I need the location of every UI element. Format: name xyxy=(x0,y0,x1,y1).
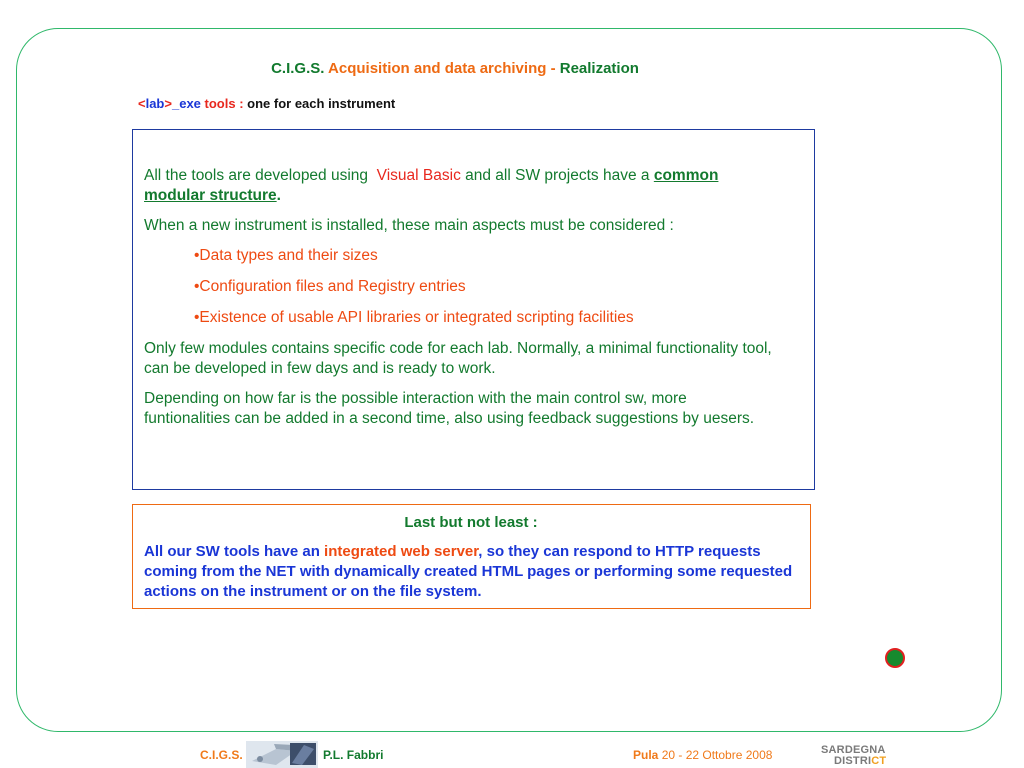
footer-instrument-image xyxy=(246,741,318,768)
p1-common-modular-structure: common modular structure xyxy=(144,167,719,204)
footer-date xyxy=(633,748,772,762)
slide-subtitle xyxy=(138,96,395,111)
sardegna-district-logo xyxy=(818,744,896,768)
footer-date-text: 20 - 22 Ottobre 2008 xyxy=(661,748,773,762)
subtitle-exe: _exe xyxy=(171,96,201,111)
p1-text-a: All the tools are developed using xyxy=(144,167,369,184)
paragraph-4: Depending on how far is the possible interaction with the main control sw, more funtionalities can be added in a second time, also using feedback suggestions by uesers. xyxy=(144,390,755,427)
nav-dot-button[interactable] xyxy=(885,648,905,668)
subtitle-lab-open: < xyxy=(138,96,146,111)
title-mid: Acquisition and data archiving - xyxy=(328,60,556,77)
footer-place: Pula xyxy=(633,748,659,762)
bullet-item: •Data types and their sizes xyxy=(194,247,378,264)
highlight-body xyxy=(144,542,798,602)
p1-text-b: and all SW projects have a xyxy=(465,167,650,184)
logo-line-1: SARDEGNA xyxy=(821,744,886,756)
main-content-box xyxy=(132,129,815,490)
highlight-web-server: integrated web server xyxy=(324,543,479,560)
subtitle-tools: tools : xyxy=(204,96,244,111)
footer-author: P.L. Fabbri xyxy=(323,748,384,762)
highlight-heading: Last but not least : xyxy=(404,514,538,531)
logo-line-2 xyxy=(834,755,886,767)
highlight-text-b: , so they can respond to HTTP requests coming from the NET with dynamically created HTML pages or performing some requested actions on the instrument or on the file system. xyxy=(144,543,793,600)
subtitle-rest: one for each instrument xyxy=(247,96,396,111)
slide-title xyxy=(0,60,910,77)
bullet-item: •Configuration files and Registry entries xyxy=(194,278,466,295)
p1-end: . xyxy=(276,187,281,204)
subtitle-lab-close: > xyxy=(164,96,172,111)
paragraph-1 xyxy=(144,166,776,206)
title-prefix: C.I.G.S. xyxy=(271,60,325,77)
subtitle-lab: lab xyxy=(145,96,165,111)
highlight-box xyxy=(132,504,811,609)
footer-cigs: C.I.G.S. xyxy=(200,748,243,762)
title-suffix: Realization xyxy=(559,60,639,77)
highlight-text-a: All our SW tools have an xyxy=(144,543,320,560)
paragraph-3: Only few modules contains specific code for each lab. Normally, a minimal functionality tool, can be developed in few days and is ready to work. xyxy=(144,340,772,377)
logo-line-2b: CT xyxy=(871,755,887,767)
paragraph-2: When a new instrument is installed, these main aspects must be considered : xyxy=(144,217,674,234)
bullet-item: •Existence of usable API libraries or integrated scripting facilities xyxy=(194,309,634,326)
logo-line-2a: DISTRI xyxy=(834,755,872,767)
p1-visual-basic: Visual Basic xyxy=(376,167,461,184)
